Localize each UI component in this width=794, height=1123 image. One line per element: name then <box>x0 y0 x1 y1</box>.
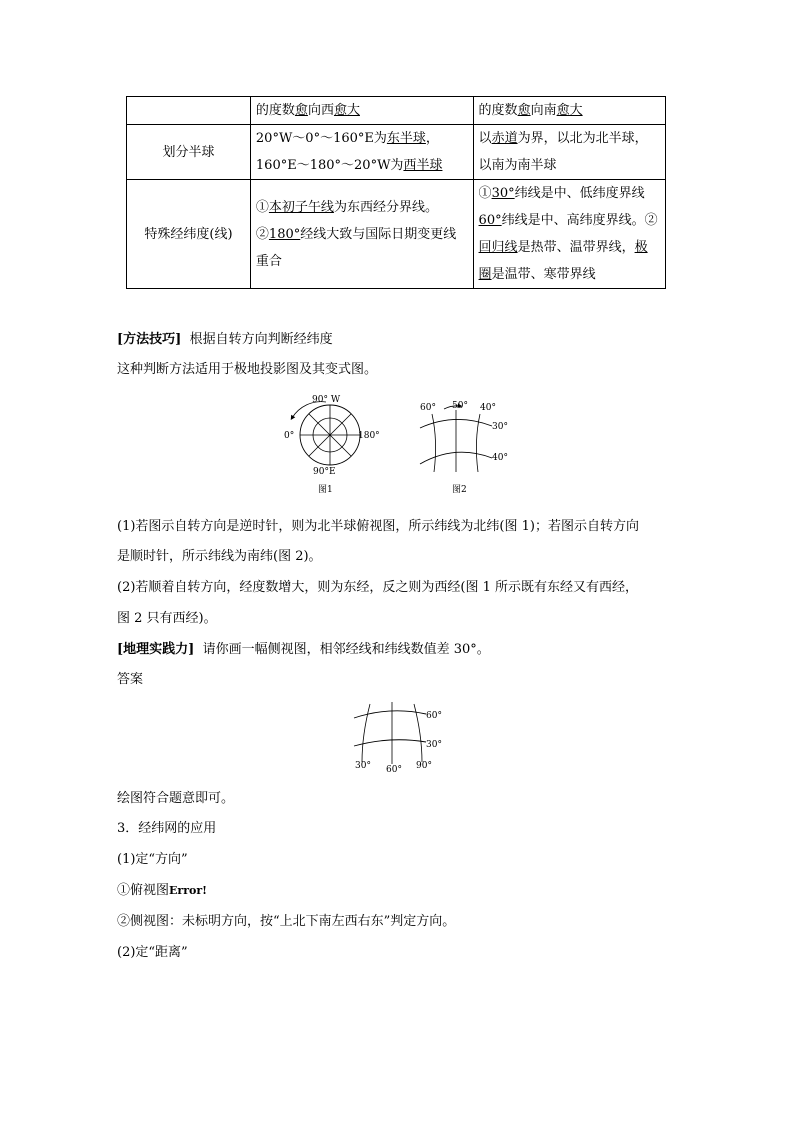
table-row <box>127 125 666 180</box>
para-2-line-1: (2)若顺着自转方向，经度数增大，则为东经，反之则为西经(图 1 所示既有东经又有西经， <box>117 580 639 595</box>
table-row <box>127 180 666 289</box>
method-title: 根据自转方向判断经纬度 <box>189 332 333 347</box>
top-view-line: ①俯视图Error! <box>117 883 207 898</box>
fig3-label-lon60: 60° <box>386 765 402 775</box>
fig2-label-lat1: 30° <box>492 422 508 432</box>
table-cell: ①本初子午线为东西经分界线。 ②180°经线大致与国际日期变更线 重合 <box>250 180 473 289</box>
table-cell: 以赤道为界，以北为北半球， 以南为南半球 <box>473 125 665 180</box>
practice-tag: [地理实践力] <box>117 642 195 657</box>
fig2-label-lon1: 60° <box>420 403 436 413</box>
fig1-caption: 图1 <box>318 485 333 495</box>
table-cell: 的度数愈向南愈大 <box>473 97 665 125</box>
table-cell: 的度数愈向西愈大 <box>250 97 473 125</box>
para-2-line-2: 图 2 只有西经)。 <box>117 611 217 626</box>
lat-lon-table <box>126 96 666 289</box>
table-row <box>127 97 666 125</box>
row-label-hemisphere: 划分半球 <box>127 125 251 180</box>
fig3-label-lat30: 30° <box>426 740 442 750</box>
fig1-label-left: 0° <box>284 431 295 441</box>
latitude-arc <box>354 740 426 746</box>
para-1-line-2: 是顺时针，所示纬线为南纬(图 2)。 <box>117 549 322 564</box>
error-text: Error! <box>169 884 207 897</box>
fig2-label-lon3: 40° <box>480 403 496 413</box>
answer-note: 绘图符合题意即可。 <box>117 791 235 806</box>
fig1-label-right: 180° <box>358 431 380 441</box>
section-heading: 3．经纬网的应用 <box>117 821 217 836</box>
meridian-line <box>362 704 370 762</box>
table-cell: ①30°纬线是中、低纬度界线 60°纬线是中、高纬度界线。② 回归线是热带、温带界线，极 圈是温带、寒带界线 <box>473 180 665 289</box>
answer-label: 答案 <box>117 672 144 687</box>
method-tag: [方法技巧] <box>117 332 182 347</box>
method-heading <box>117 328 333 347</box>
para-1-line-1: (1)若图示自转方向是逆时针，则为北半球俯视图，所示纬线为北纬(图 1)；若图示自转方向 <box>117 519 639 534</box>
fig1-label-bottom: 90°E <box>313 467 336 477</box>
fig2-label-lon2: 50° <box>452 401 468 411</box>
fig2-label-lat2: 40° <box>492 453 508 463</box>
figure-2-partial-view <box>412 396 522 496</box>
figure-1-polar-view <box>278 392 388 497</box>
fig1-label-top: 90° W <box>312 395 341 405</box>
row-label-special-lines: 特殊经纬度(线) <box>127 180 251 289</box>
fig2-caption: 图2 <box>452 485 467 495</box>
side-view-line: ②侧视图：未标明方向，按“上北下南左西右东”判定方向。 <box>117 914 456 929</box>
practice-text: 请你画一幅侧视图，相邻经线和纬线数值差 30°。 <box>202 642 490 657</box>
subheading-direction: (1)定“方向” <box>117 852 188 867</box>
fig3-label-lon90: 90° <box>416 761 432 771</box>
fig3-label-lat60: 60° <box>426 711 442 721</box>
meridian-line <box>476 414 480 472</box>
fig3-label-lon30: 30° <box>355 761 371 771</box>
method-desc: 这种判断方法适用于极地投影图及其变式图。 <box>117 362 378 377</box>
figure-3-side-view <box>350 700 460 778</box>
subheading-distance: (2)定“距离” <box>117 945 188 960</box>
table-cell <box>127 97 251 125</box>
practice-heading <box>117 638 490 657</box>
latitude-arc <box>354 711 426 718</box>
table-cell: 20°W～0°～160°E为东半球， 160°E～180°～20°W为西半球 <box>250 125 473 180</box>
